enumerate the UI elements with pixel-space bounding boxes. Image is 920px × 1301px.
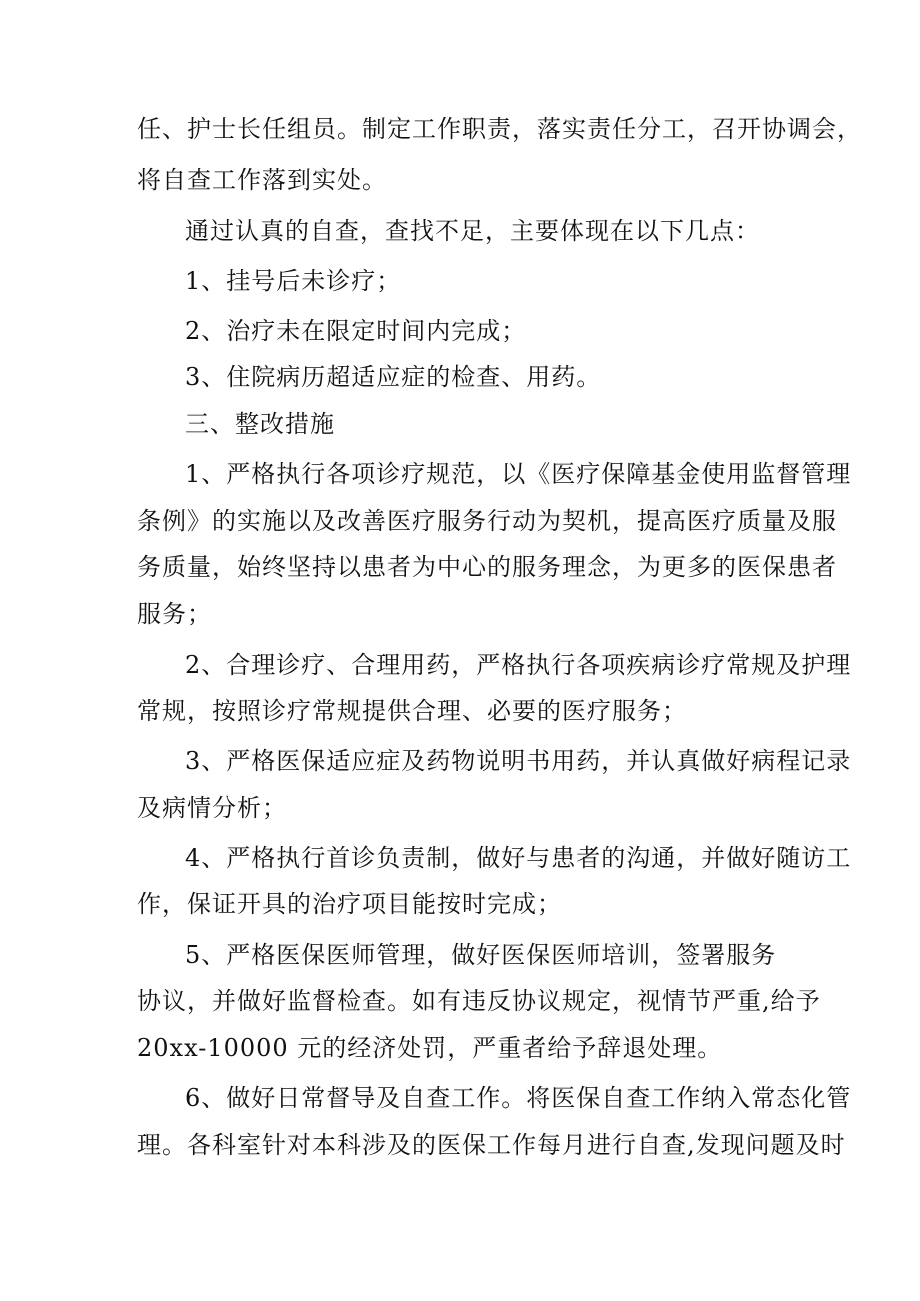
text-line: 作，保证开具的治疗项目能按时完成； — [137, 890, 562, 918]
text-line: 理。各科室针对本科涉及的医保工作每月进行自查,发现问题及时 — [137, 1131, 846, 1159]
text-line: 2、合理诊疗、合理用药，严格执行各项疾病诊疗常规及护理 — [185, 651, 852, 679]
text-line: 5、严格医保医师管理，做好医保医师培训，签署服务 — [185, 941, 777, 969]
text-line: 常规，按照诊疗常规提供合理、必要的医疗服务； — [137, 697, 687, 725]
list-item: 3、住院病历超适应症的检查、用药。 — [185, 363, 602, 391]
list-item: 1、挂号后未诊疗； — [185, 267, 402, 295]
text-line: 3、严格医保适应症及药物说明书用药，并认真做好病程记录 — [185, 747, 852, 775]
text-line: 条例》的实施以及改善医疗服务行动为契机，提高医疗质量及服 — [137, 507, 837, 535]
text-line: 6、做好日常督导及自查工作。将医保自查工作纳入常态化管 — [185, 1084, 852, 1112]
text-line: 服务； — [137, 600, 212, 628]
text-line: 1、严格执行各项诊疗规范，以《医疗保障基金使用监督管理 — [185, 460, 852, 488]
text-line: 务质量，始终坚持以患者为中心的服务理念，为更多的医保患者 — [137, 553, 837, 581]
list-item: 2、治疗未在限定时间内完成； — [185, 317, 527, 345]
section-heading: 三、整改措施 — [185, 410, 335, 438]
text-line: 及病情分析； — [137, 794, 287, 822]
text-line: 将自查工作落到实处。 — [137, 166, 387, 194]
text-line: 20xx-10000 元的经济处罚，严重者给予辞退处理。 — [137, 1034, 723, 1062]
text-line: 任、护士长任组员。制定工作职责，落实责任分工，召开协调会， — [137, 115, 862, 143]
text-line: 通过认真的自查，查找不足，主要体现在以下几点： — [185, 217, 760, 245]
text-line: 协议，并做好监督检查。如有违反协议规定，视情节严重,给予 — [137, 987, 821, 1015]
text-line: 4、严格执行首诊负责制，做好与患者的沟通，并做好随访工 — [185, 844, 852, 872]
